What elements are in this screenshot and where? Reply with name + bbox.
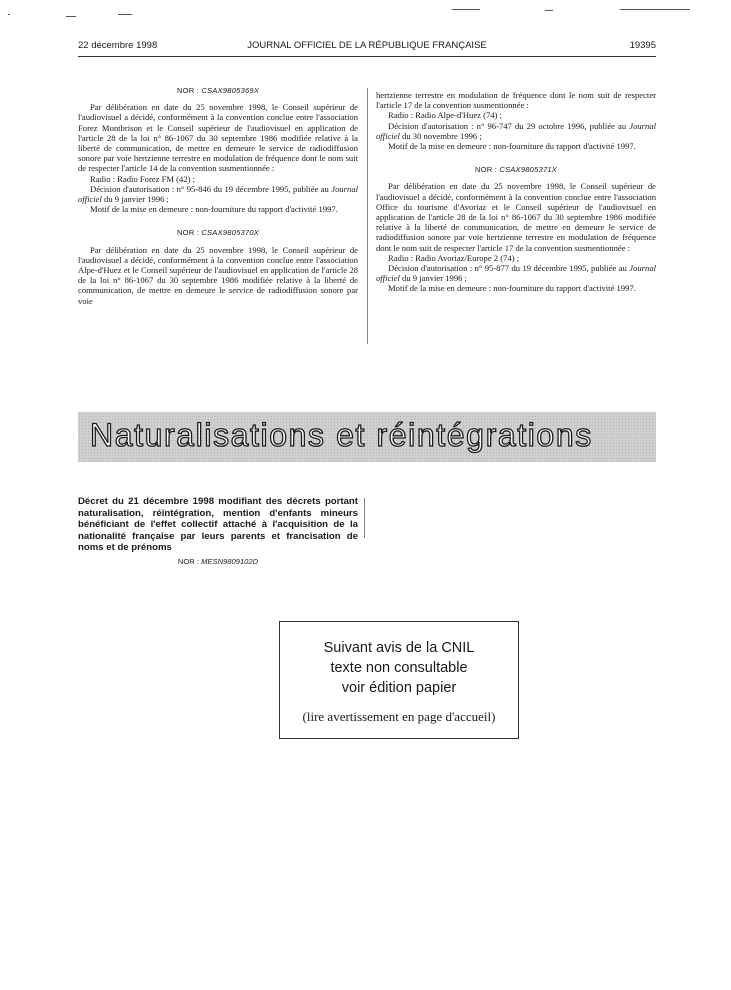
cnil-notice-line: Suivant avis de la CNIL [323,640,475,656]
page-number: 19395 [629,40,656,51]
journal-title: JOURNAL OFFICIEL DE LA RÉPUBLIQUE FRANÇAISE [247,40,487,51]
left-column [78,86,358,306]
nor-code: MESN9809102D [201,557,259,566]
motif-line: Motif de la mise en demeure : non-fourniture du rapport d'activité 1997. [388,283,636,294]
deliberation-paragraph: Par délibération en date du 25 novembre 1998, le Conseil supérieur de l'audiovisuel a décidé, conformément à la convention conclue entre l'association Alpe-d'Huez et le Conseil supérieur de l'audiovisuel en application de l'article 28 de la loi n° 86-1067 du 30 septembre 1986 modifiée relative à la liberté de communication, de mettre en demeure le service de radiodiffusion sonore par voie [78,244,358,306]
section-banner [78,412,656,462]
decision-line: Décision d'autorisation : n° 95-877 du 19 décembre 1995, publiée au Journal officiel du 9 janvier 1996 ; [376,263,656,284]
section-title: Naturalisations et réintégrations [90,417,593,453]
decision-line: Décision d'autorisation : n° 96-747 du 29 octobre 1996, publiée au Journal officiel du 30 novembre 1996 ; [376,120,656,141]
column-divider [364,498,365,538]
deliberation-paragraph: Par délibération en date du 25 novembre 1998, le Conseil supérieur de l'audiovisuel a décidé, conformément à la convention conclue entre l'association Office du tourisme d'Avoriaz et le Conseil supérieur de l'audiovisuel en application de l'article 28 de la loi n° 86-1067 du 30 septembre 1986 modifiée relative à la liberté de communication, de mettre en demeure le service de radiodiffusion sonore par voie hertzienne terrestre en modulation de fréquence dont le nom suit de respecter l'article 17 de la convention susmentionnée : [376,181,656,253]
cnil-notice-note: (lire avertissement en page d'accueil) [302,709,496,724]
nor-code: CSAX9805370X [201,228,260,238]
decree-nor-reference: NOR : MESN9809102D [177,557,259,566]
deliberation-paragraph: Par délibération en date du 25 novembre 1998, le Conseil supérieur de l'audiovisuel a décidé, conformément à la convention conclue entre l'association Forez Montbrison et le Conseil supérieur de l'audiovisuel en application de l'article 28 de la loi n° 86-1067 du 30 septembre 1986 modifiée relative à la liberté de communication, de mettre en demeure le service de radiodiffusion sonore par voie hertzienne terrestre en modulation de fréquence dont le nom suit de respecter l'article 14 de la convention susmentionnée : [78,102,358,174]
header-rule [78,56,656,57]
cnil-notice-line: voir édition papier [341,680,457,696]
nor-code: CSAX9805371X [499,165,558,175]
nor-reference: NOR : CSAX9805371X [474,165,558,175]
cnil-notice-box [279,621,519,739]
right-column [376,90,656,294]
radio-line: Radio : Radio Forez FM (42) ; [90,173,196,184]
page-header [78,40,656,54]
motif-line: Motif de la mise en demeure : non-fourniture du rapport d'activité 1997. [90,204,338,215]
decision-line: Décision d'autorisation : n° 95-846 du 19 décembre 1995, publiée au Journal officiel du 9 janvier 1996 ; [78,183,358,205]
motif-line: Motif de la mise en demeure : non-fourniture du rapport d'activité 1997. [388,141,636,152]
deliberation-paragraph-continued: hertzienne terrestre en modulation de fréquence dont le nom suit de respecter l'article 17 de la convention susmentionnée : [376,90,656,111]
radio-line: Radio : Radio Avoriaz/Europe 2 (74) ; [388,252,520,263]
issue-date: 22 décembre 1998 [78,40,158,51]
nor-code: CSAX9805369X [201,86,260,95]
cnil-notice-line: texte non consultable [330,660,468,676]
radio-line: Radio : Radio Alpe-d'Huez (74) ; [388,110,502,121]
decree-title: Décret du 21 décembre 1998 modifiant des décrets portant naturalisation, réintégration, mention d'enfants mineurs bénéficiant de l'effet collectif attaché à l'acquisition de la nationalité française par leurs parents et francisation de noms et de prénoms [78,496,358,554]
nor-reference: NOR : CSAX9805370X [176,228,260,238]
column-divider [367,88,368,344]
nor-reference: NOR : CSAX9805369X [176,86,260,95]
